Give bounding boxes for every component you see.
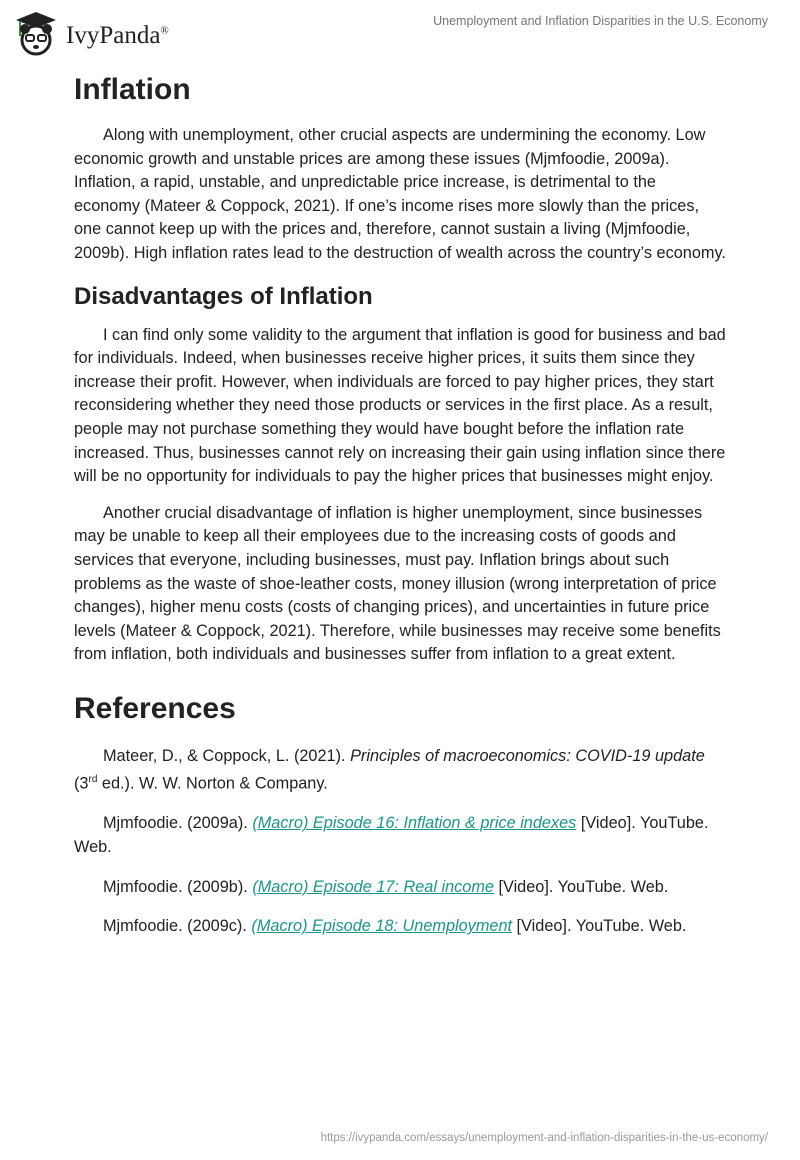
panda-graduate-icon: [12, 8, 60, 56]
reference-link[interactable]: (Macro) Episode 18: Unemployment: [251, 917, 513, 936]
reference-authors: Mateer, D., & Coppock, L. (2021).: [103, 746, 351, 765]
reference-item: [74, 876, 726, 900]
document-title: Unemployment and Inflation Disparities in the U.S. Economy: [433, 14, 768, 28]
reference-link[interactable]: (Macro) Episode 16: Inflation & price indexes: [252, 814, 577, 833]
reference-edition-suffix: rd: [88, 774, 98, 786]
paragraph: I can find only some validity to the argument that inflation is good for business and bad for individuals. Indeed, when businesses receive higher prices, it suits them since they increase their profit. However, when individuals are forced to pay higher prices, they start reconsidering whether they need those products or services in the first place. As a result, people may not purchase something they would have bought before the inflation rate increased. Thus, businesses cannot rely on increasing their gain using inflation since there will be no opportunity for individuals to pay the higher prices that businesses might enjoy.: [74, 325, 726, 486]
registered-mark: ®: [160, 24, 169, 37]
reference-authors: Mjmfoodie. (2009c).: [103, 917, 252, 936]
reference-source: [Video]. YouTube. Web.: [512, 917, 687, 936]
reference-authors: Mjmfoodie. (2009b).: [103, 877, 253, 896]
footer-url[interactable]: https://ivypanda.com/essays/unemployment-and-inflation-disparities-in-the-us-economy/: [320, 1132, 768, 1144]
heading-disadvantages: Disadvantages of Inflation: [74, 282, 373, 310]
reference-item: [74, 745, 726, 797]
logo-text: IvyPanda: [66, 22, 161, 49]
reference-item: [74, 915, 726, 939]
page-header: [0, 0, 800, 60]
reference-title: Principles of macroeconomics: COVID-19 update: [350, 746, 705, 765]
heading-inflation: Inflation: [74, 73, 191, 106]
reference-publisher: ed.). W. W. Norton & Company.: [97, 774, 328, 793]
reference-source: [Video]. YouTube. Web.: [74, 814, 709, 857]
reference-link[interactable]: (Macro) Episode 17: Real income: [252, 877, 494, 896]
reference-list: [74, 745, 726, 939]
reference-source: [Video]. YouTube. Web.: [493, 877, 669, 896]
ivypanda-logo[interactable]: [12, 8, 169, 56]
paragraph: Another crucial disadvantage of inflation is higher unemployment, since businesses may be unable to keep all their employees due to the increasing costs of goods and services that everyone, including businesses, must pay. Inflation brings about such problems as the waste of shoe-leather costs, money illusion (wrong interpretation of price changes), higher menu costs (costs of changing prices), and uncertainties in future price levels (Mateer & Coppock, 2021). Therefore, while businesses may receive some benefits from inflation, both individuals and businesses suffer from inflation to a great extent.: [74, 503, 721, 664]
heading-references: References: [74, 691, 236, 725]
reference-edition: (3: [74, 774, 89, 793]
paragraph: Along with unemployment, other crucial aspects are undermining the economy. Low economic growth and unstable prices are among these issues (Mjmfoodie, 2009a). Inflation, a rapid, unstable, and unpredictable price increase, is detrimental to the economy (Mateer & Coppock, 2021). If one’s income rises more slowly than the prices, one cannot keep up with the prices and, therefore, cannot sustain a living (Mjmfoodie, 2009b). High inflation rates lead to the destruction of wealth across the country’s economy.: [74, 126, 726, 262]
reference-item: [74, 812, 726, 859]
essay-content: [74, 70, 726, 955]
reference-authors: Mjmfoodie. (2009a).: [103, 814, 253, 833]
